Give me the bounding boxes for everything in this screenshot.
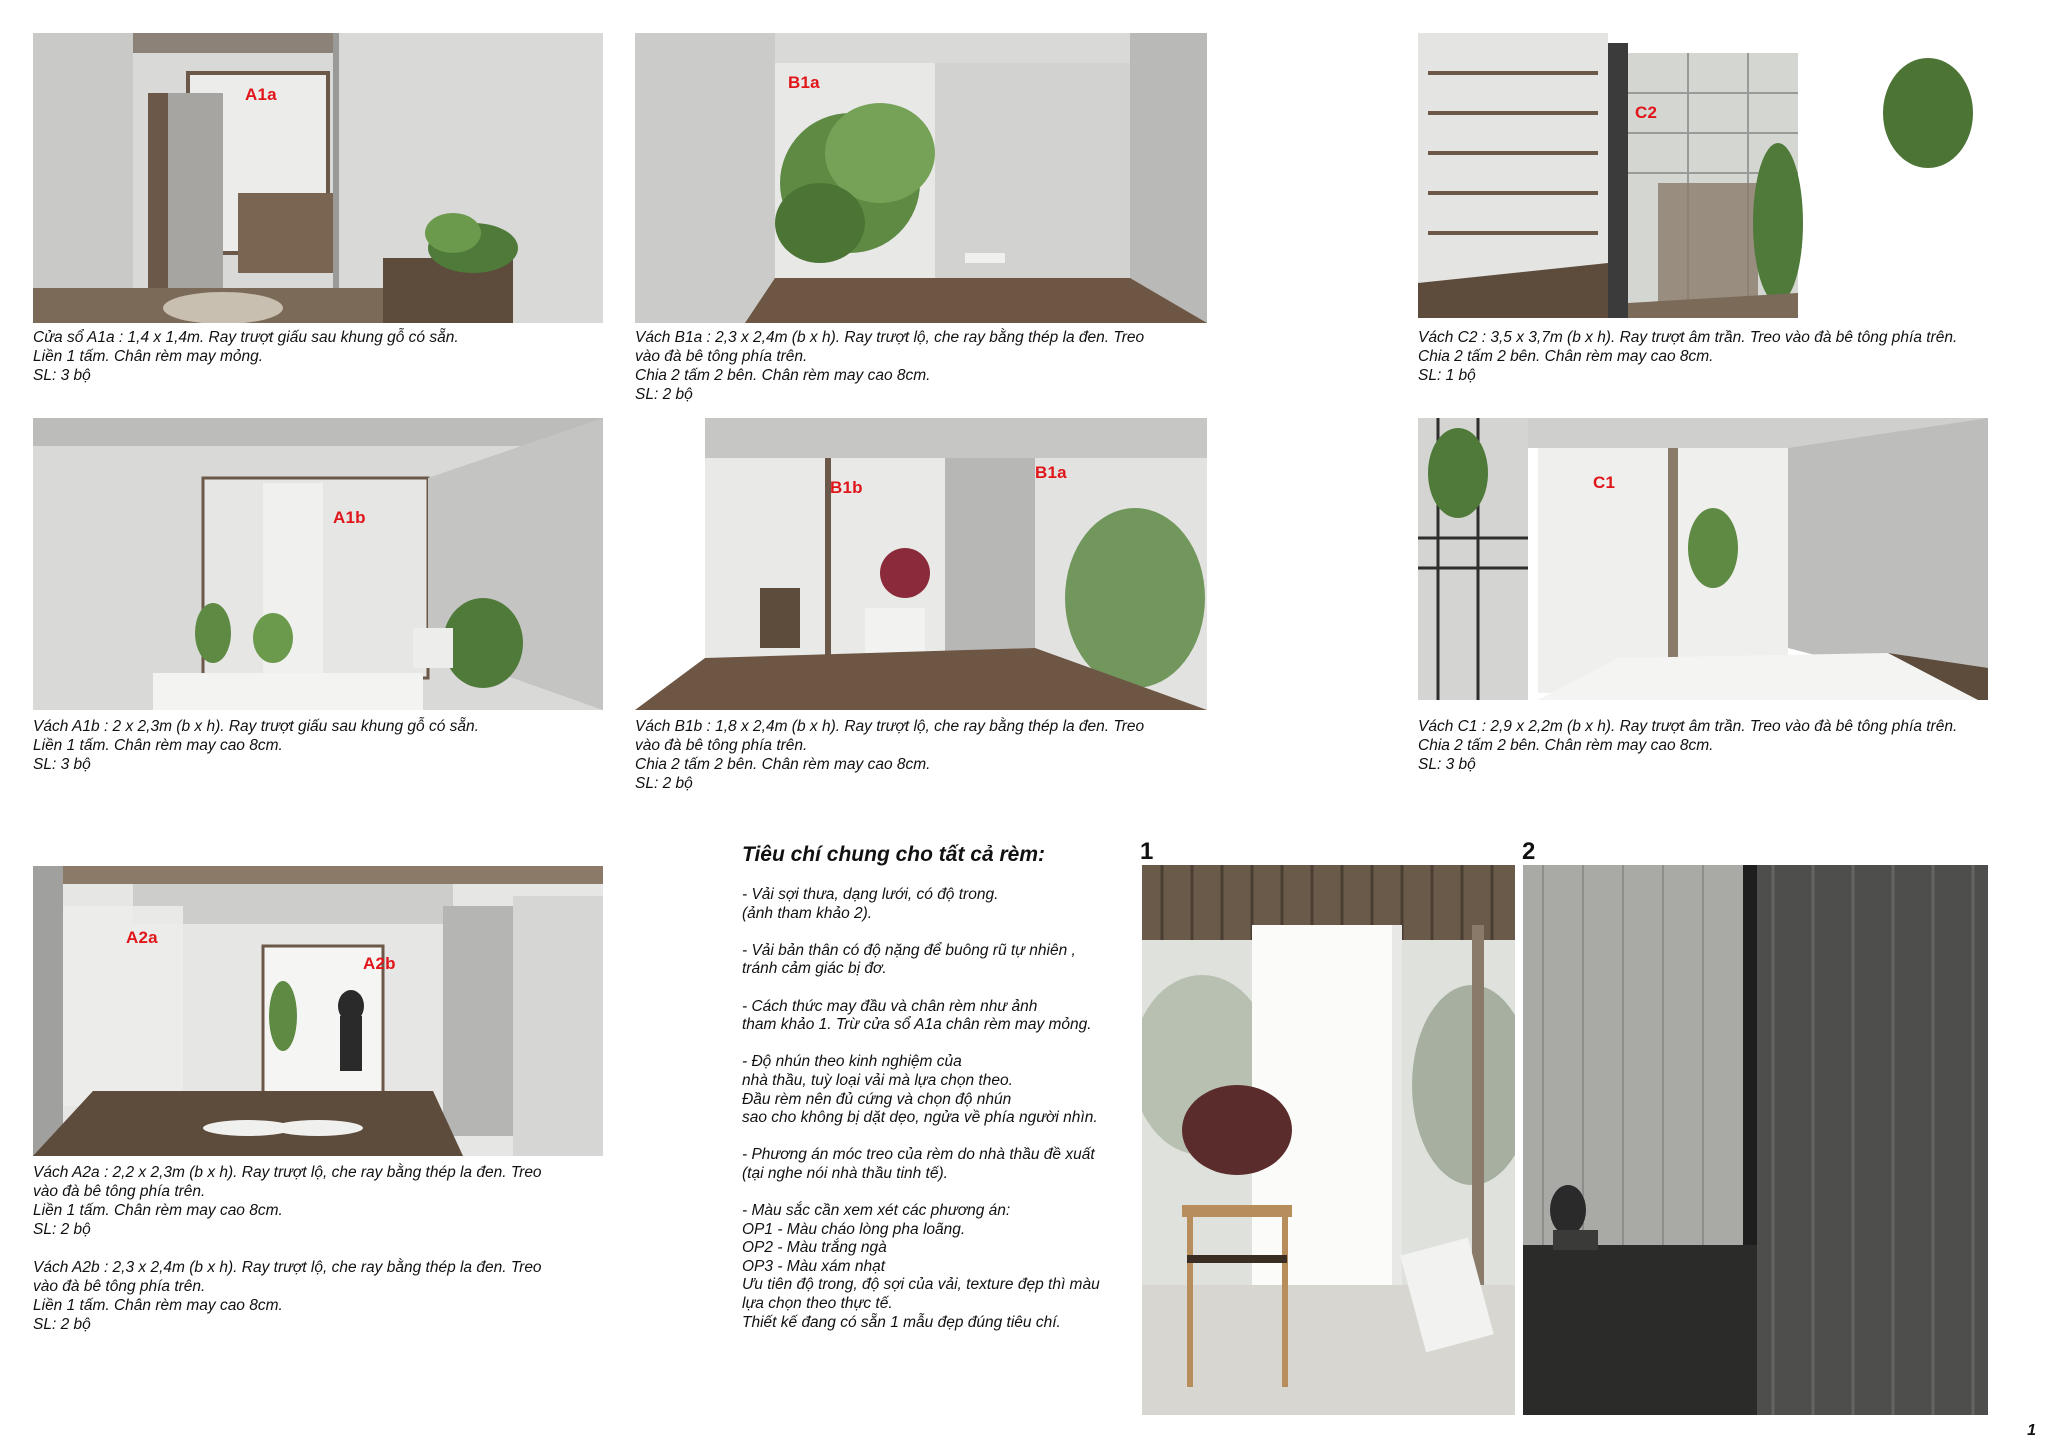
render-c2-drawing <box>1418 33 1988 318</box>
render-a2-drawing <box>33 866 603 1156</box>
reference-photo-2 <box>1523 865 1988 1415</box>
render-a1a-drawing <box>33 33 603 323</box>
reference-number-2: 2 <box>1522 838 1536 865</box>
label-c1: C1 <box>1593 473 1616 492</box>
render-a2 <box>33 866 603 1156</box>
render-c1-drawing <box>1418 418 1988 700</box>
label-a1a: A1a <box>245 85 277 104</box>
label-c2: C2 <box>1635 103 1658 122</box>
caption-a1a: Cửa sổ A1a : 1,4 x 1,4m. Ray trượt giấu sau khung gỗ có sẵn. Liền 1 tấm. Chân rèm may mỏng. SL: 3 bộ <box>33 329 459 384</box>
caption-a1b: Vách A1b : 2 x 2,3m (b x h). Ray trượt giấu sau khung gỗ có sẵn. Liền 1 tấm. Chân rèm may cao 8cm. SL: 3 bộ <box>33 718 479 773</box>
caption-c1: Vách C1 : 2,9 x 2,2m (b x h). Ray trượt âm trần. Treo vào đà bê tông phía trên. Chia 2 tấm 2 bên. Chân rèm may cao 8cm. SL: 3 bộ <box>1418 718 1958 773</box>
render-b1a <box>635 33 1207 323</box>
label-a1b: A1b <box>333 508 366 527</box>
render-a1a <box>33 33 603 323</box>
label-b1b: B1b <box>830 478 863 497</box>
caption-a2: Vách A2a : 2,2 x 2,3m (b x h). Ray trượt lộ, che ray bằng thép la đen. Treo vào đà bê tông phía trên. Liền 1 tấm. Chân rèm may cao 8cm. SL: 2 bộ Vách A2b : 2,3 x 2,4m (b x h). Ray trượt lộ, che ray bằng thép la đen. Treo vào đà bê tông phía trên. Liền 1 tấm. Chân rèm may cao 8cm. SL: 2 bộ <box>33 1164 542 1333</box>
caption-b1a: Vách B1a : 2,3 x 2,4m (b x h). Ray trượt lộ, che ray bằng thép la đen. Treo vào đà bê tông phía trên. Chia 2 tấm 2 bên. Chân rèm may cao 8cm. SL: 2 bộ <box>635 329 1145 403</box>
label-a2b: A2b <box>363 954 396 973</box>
render-b1a-drawing <box>635 33 1207 323</box>
render-c1 <box>1418 418 1988 700</box>
criteria-title: Tiêu chí chung cho tất cả rèm: <box>742 843 1046 866</box>
render-a1b-drawing <box>33 418 603 710</box>
reference-photo-1-drawing <box>1142 865 1515 1415</box>
label-b1a-secondary: B1a <box>1035 463 1067 482</box>
render-c2 <box>1418 33 1988 318</box>
criteria-body: - Vải sợi thưa, dạng lưới, có độ trong. (ảnh tham khảo 2). - Vải bản thân có độ nặng để buông rũ tự nhiên , tránh cảm giác bị đơ. - Cách thức may đầu và chân rèm như ảnh tham khảo 1. Trừ cửa sổ A1a chân rèm may mỏng. - Độ nhún theo kinh nghiệm của nhà thầu, tuỳ loại vải mà lựa chọn theo. Đầu rèm nên đủ cứng và chọn độ nhún sao cho không bị dặt dẹo, ngửa về phía người nhìn. - Phương án móc treo của rèm do nhà thầu đề xuất (tại nghe nói nhà thầu tinh tế). - Màu sắc cần xem xét các phương án: OP1 - Màu cháo lòng pha loãng. OP2 - Màu trắng ngà OP3 - Màu xám nhạt Ưu tiên độ trong, độ sợi của vải, texture đẹp thì màu lựa chọn theo thực tế. Thiết kế đang có sẵn 1 mẫu đẹp đúng tiêu chí. <box>742 886 1100 1331</box>
page-number: 1 <box>2027 1422 2036 1439</box>
reference-photo-2-drawing <box>1523 865 1988 1415</box>
render-b1b <box>635 418 1207 710</box>
label-a2a: A2a <box>126 928 158 947</box>
caption-b1b: Vách B1b : 1,8 x 2,4m (b x h). Ray trượt lộ, che ray bằng thép la đen. Treo vào đà bê tông phía trên. Chia 2 tấm 2 bên. Chân rèm may cao 8cm. SL: 2 bộ <box>635 718 1145 792</box>
render-b1b-drawing <box>635 418 1207 710</box>
render-a1b <box>33 418 603 710</box>
caption-c2: Vách C2 : 3,5 x 3,7m (b x h). Ray trượt âm trần. Treo vào đà bê tông phía trên. Chia 2 tấm 2 bên. Chân rèm may cao 8cm. SL: 1 bộ <box>1418 329 1958 384</box>
label-b1a: B1a <box>788 73 820 92</box>
reference-photo-1 <box>1142 865 1515 1415</box>
reference-number-1: 1 <box>1140 838 1154 865</box>
